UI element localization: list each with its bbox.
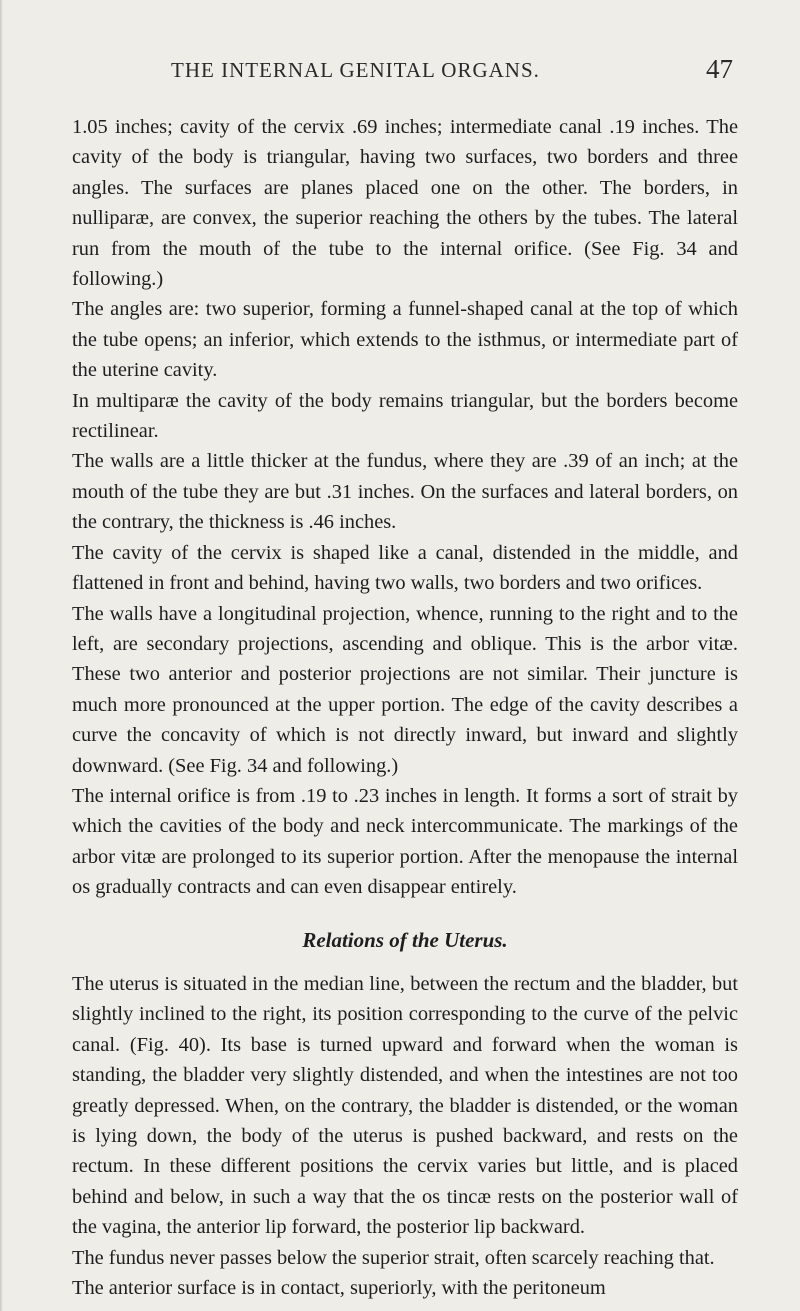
paragraph: The anterior surface is in contact, superiorly, with the peritoneum	[72, 1277, 606, 1300]
paragraph: The angles are: two superior, forming a funnel-shaped canal at the top of which the tube opens; an inferior, which extends to the isthmus, or intermediate part of the uterine cavity.	[72, 298, 738, 382]
paragraph: The walls have a longitudinal projection, whence, running to the right and to the left, are secondary projections, ascending and oblique. This is the arbor vitæ. These two anterior and posterior projections are not similar. Their juncture is much more pronounced at the upper portion. The edge of the cavity describes a curve the concavity of which is not directly inward, but inward and slightly downward. (See Fig. 34 and following.)	[72, 602, 738, 777]
paragraph: The uterus is situated in the median line, between the rectum and the bladder, but slightly inclined to the right, its position corresponding to the curve of the pelvic canal. (Fig. 40). Its base is turned upward and forward when the woman is standing, the bladder very slightly distended, and when the intestines are not too greatly depressed. When, on the contrary, the bladder is distended, or the woman is lying down, the body of the uterus is pushed backward, and rests on the rectum. In these different positions the cervix varies but little, and is placed behind and below, in such a way that the os tincæ rests on the posterior wall of the vagina, the anterior lip forward, the posterior lip backward.	[72, 972, 738, 1239]
page-header	[0, 54, 800, 88]
paragraph: The cavity of the cervix is shaped like a canal, distended in the middle, and flattened in front and behind, having two walls, two borders and two orifices.	[72, 541, 738, 595]
page-gutter-shadow	[0, 0, 3, 1311]
paragraph: The fundus never passes below the superior strait, often scarcely reaching that.	[72, 1246, 715, 1269]
page-number: 47	[706, 54, 733, 84]
body-text	[72, 112, 738, 1303]
paragraph: In multiparæ the cavity of the body remains triangular, but the borders become rectilinear.	[72, 389, 738, 443]
section-heading: Relations of the Uterus.	[302, 927, 508, 952]
paragraph: The internal orifice is from .19 to .23 inches in length. It forms a sort of strait by which the cavities of the body and neck intercommunicate. The markings of the arbor vitæ are prolonged to its superior portion. After the menopause the internal os gradually contracts and can even disappear entirely.	[72, 784, 738, 899]
paragraph: The walls are a little thicker at the fundus, where they are .39 of an inch; at the mouth of the tube they are but .31 inches. On the surfaces and lateral borders, on the contrary, the thickness is .46 inches.	[72, 450, 738, 534]
running-head: THE INTERNAL GENITAL ORGANS.	[171, 58, 540, 82]
paragraph: 1.05 inches; cavity of the cervix .69 inches; intermediate canal .19 inches. The cavity of the body is triangular, having two surfaces, two borders and three angles. The surfaces are planes placed one on the other. The borders, in nulliparæ, are convex, the superior reaching the others by the tubes. The lateral run from the mouth of the tube to the internal orifice. (See Fig. 34 and following.)	[72, 116, 738, 291]
